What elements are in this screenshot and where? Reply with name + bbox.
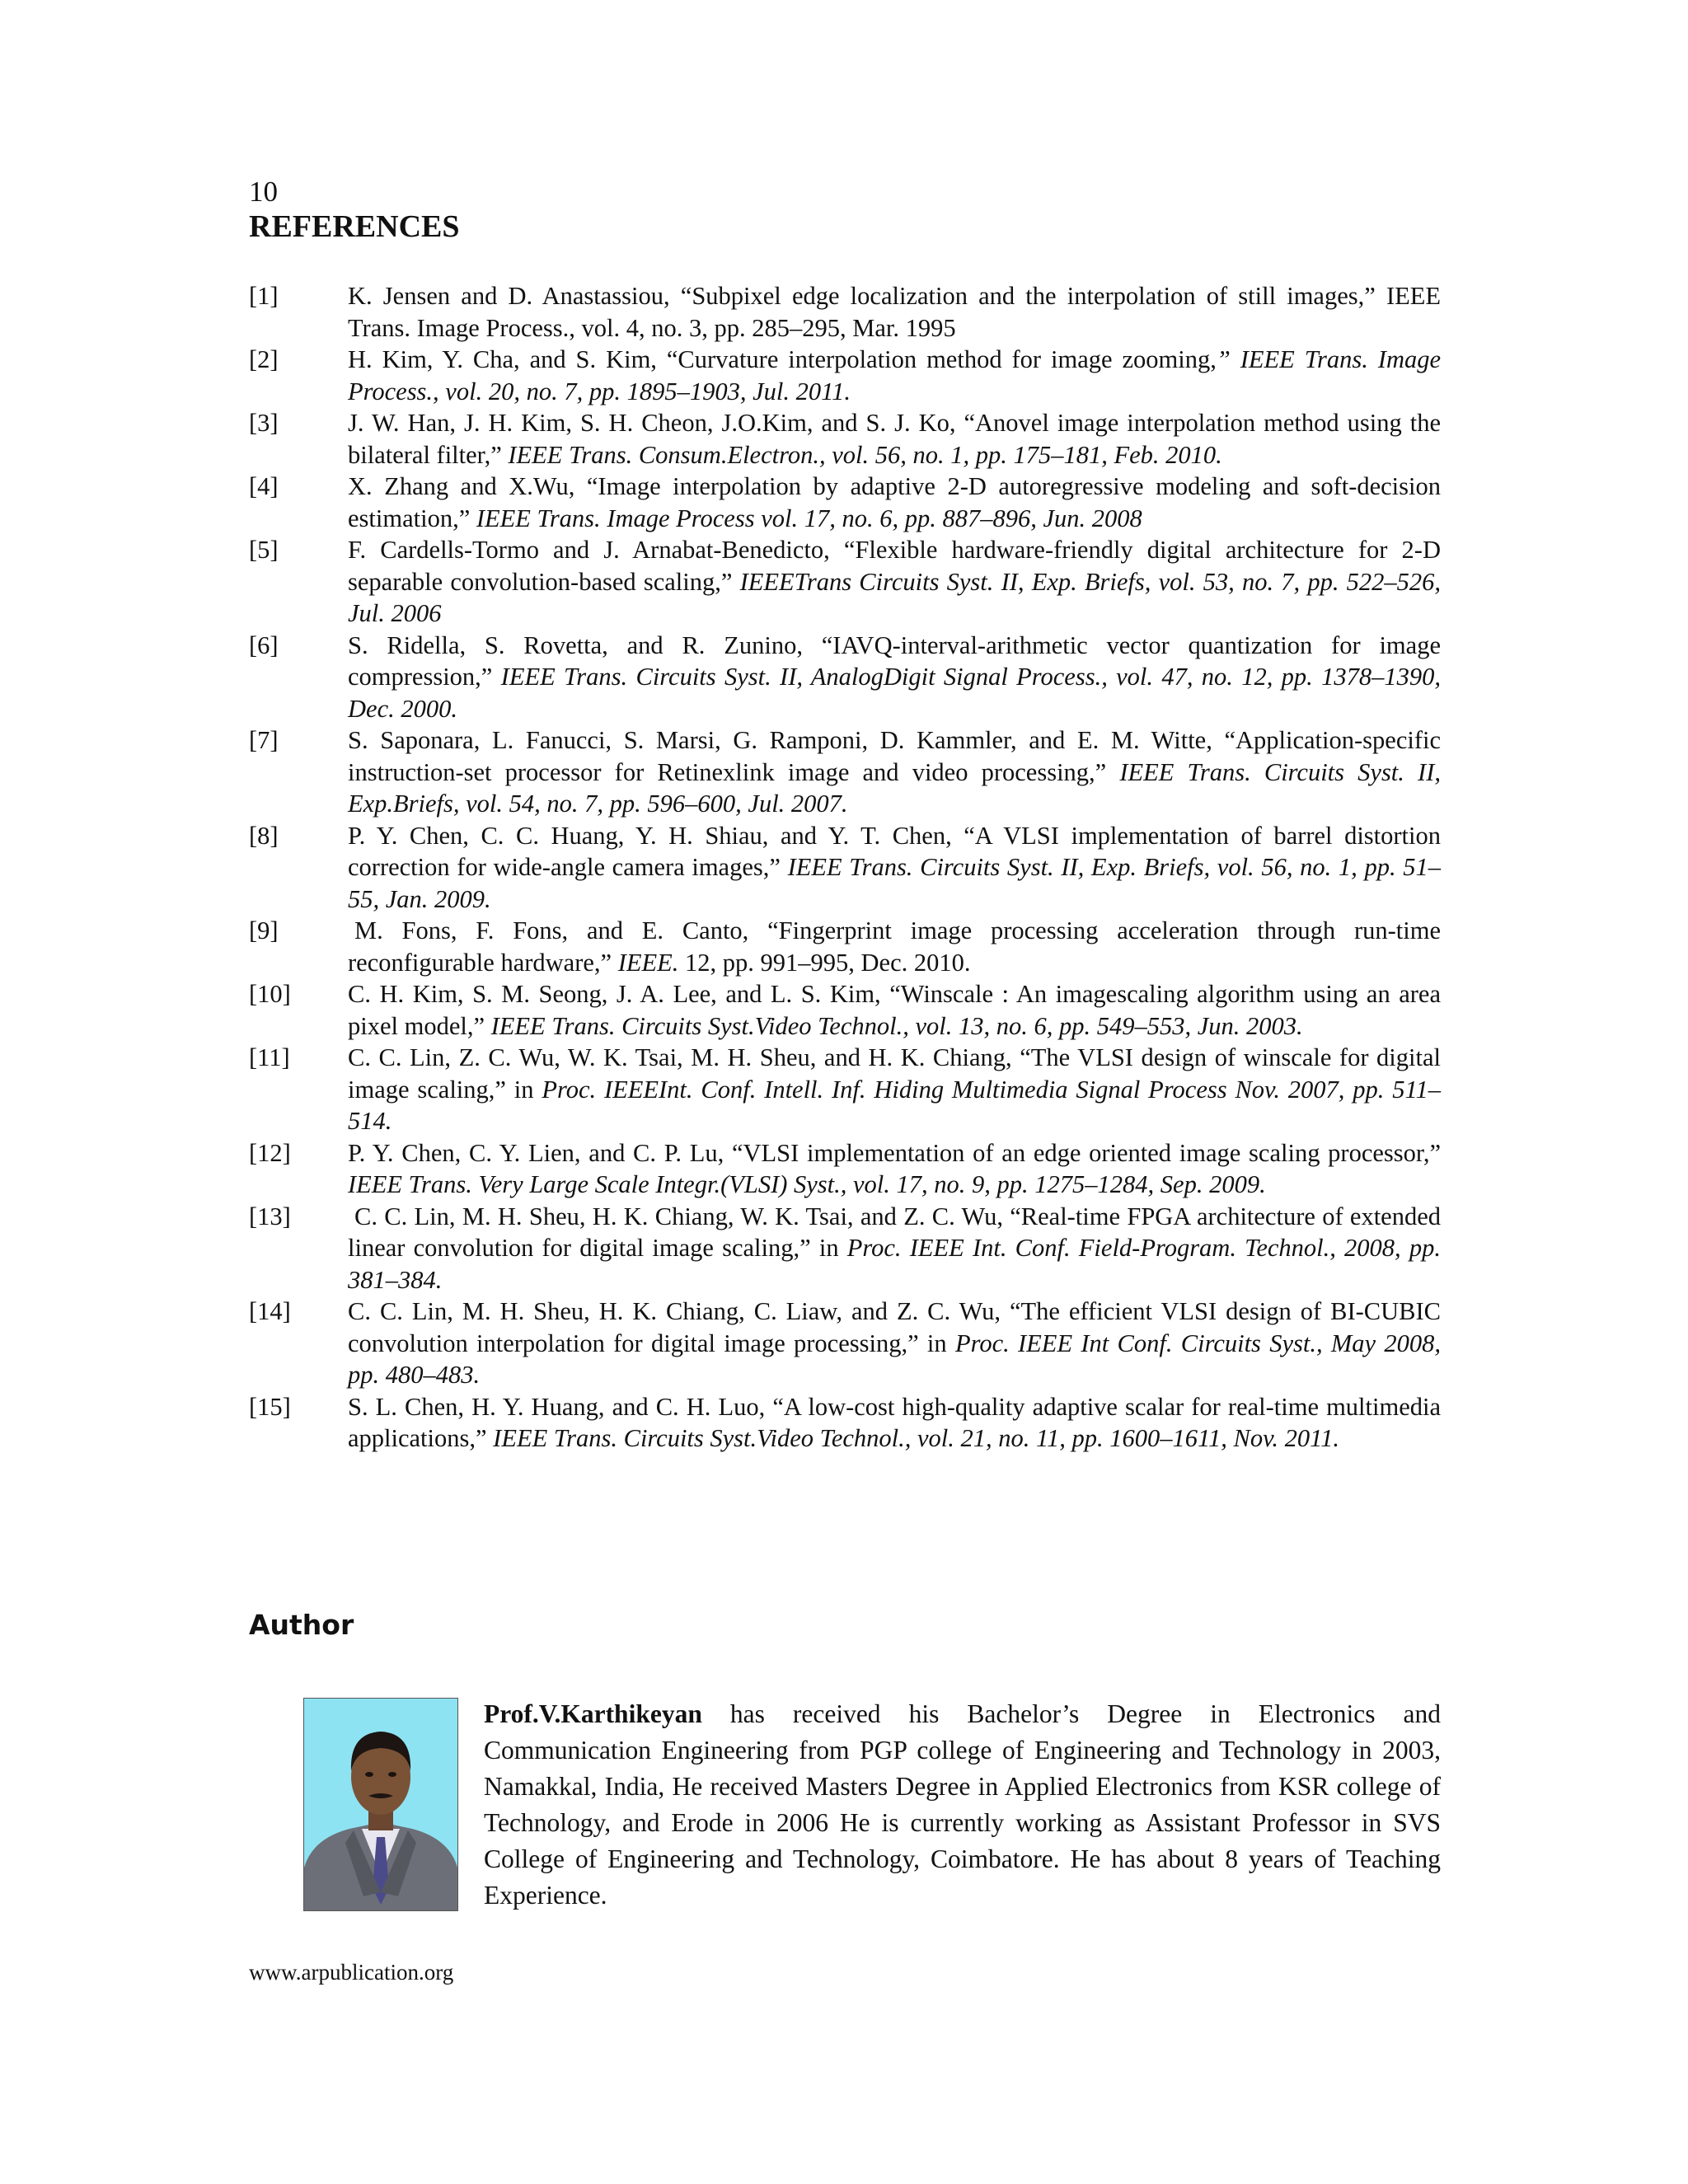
reference-text xyxy=(348,724,1441,820)
reference-venue: IEEE Trans. Circuits Syst. II, Exp. Briefs, vol. 56, no. 1, pp. 51–55, Jan. 2009. xyxy=(348,853,1441,913)
reference-authors-title: H. Kim, Y. Cha, and S. Kim, “Curvature interpolation method for image zooming, xyxy=(348,345,1217,373)
reference-authors-title: S. L. Chen, H. Y. Huang, and C. H. Luo, “A low-cost high-quality adaptive scalar for real-time multimedia applications,” xyxy=(348,1392,1441,1452)
author-photo xyxy=(303,1698,458,1911)
reference-number: [8] xyxy=(249,821,279,850)
reference-authors-title: M. Fons, F. Fons, and E. Canto, “Fingerprint image processing acceleration through run-time reconfigurable hardware,” xyxy=(348,916,1441,977)
reference-number: [10] xyxy=(249,980,291,1008)
reference-item xyxy=(249,1201,1441,1296)
reference-number: [4] xyxy=(249,472,279,500)
author-bio xyxy=(484,1696,1441,1914)
reference-item xyxy=(249,534,1441,630)
reference-venue: IEEE Trans. Very Large Scale Integr.(VLSI) Syst., vol. 17, no. 9, pp. 1275–1284, Sep. 2009. xyxy=(348,1170,1266,1198)
reference-number: [2] xyxy=(249,345,279,373)
reference-authors-title: C. C. Lin, M. H. Sheu, H. K. Chiang, C. Liaw, and Z. C. Wu, “The efficient VLSI design of BI-CUBIC convolution interpolation for digital image processing,” in xyxy=(348,1297,1441,1357)
reference-item xyxy=(249,630,1441,725)
author-heading: Author xyxy=(249,1609,354,1641)
reference-text xyxy=(348,280,1441,344)
reference-item xyxy=(249,280,1441,344)
reference-list xyxy=(249,280,1441,1455)
reference-authors-title: F. Cardells-Tormo and J. Arnabat-Benedicto, “Flexible hardware-friendly digital architecture for 2-D separable convolution-based scaling,” xyxy=(348,536,1441,596)
reference-text xyxy=(348,630,1441,725)
reference-item xyxy=(249,724,1441,820)
reference-number: [14] xyxy=(249,1297,291,1325)
author-bio-text: has received his Bachelor’s Degree in Electronics and Communication Engineering from PGP college of Engineering and Technology in 2003, Namakkal, India, He received Masters Degree in Applied Electronics from KSR college of Technology, and Erode in 2006 He is currently working as Assistant Professor in SVS College of Engineering and Technology, Coimbatore. He has about 8 years of Teaching Experience. xyxy=(484,1699,1441,1910)
reference-venue: Proc. IEEE Int Conf. Circuits Syst., May 2008, pp. 480–483. xyxy=(348,1329,1441,1389)
reference-text xyxy=(348,1296,1441,1391)
reference-number: [6] xyxy=(249,630,279,659)
reference-number: [7] xyxy=(249,726,279,754)
reference-text xyxy=(348,407,1441,471)
reference-number: [13] xyxy=(249,1202,291,1230)
reference-item xyxy=(249,344,1441,407)
reference-authors-title: C. C. Lin, Z. C. Wu, W. K. Tsai, M. H. Sheu, and H. K. Chiang, “The VLSI design of winscale for digital image scaling,” in xyxy=(348,1043,1441,1104)
reference-authors-title: K. Jensen and D. Anastassiou, “Subpixel edge localization and the interpolation of still images,” IEEE Trans. Image Process., vol. 4, no. 3, pp. 285–295, Mar. 1995 xyxy=(348,282,1441,342)
reference-authors-title: J. W. Han, J. H. Kim, S. H. Cheon, J.O.Kim, and S. J. Ko, “Anovel image interpolation method using the bilateral filter,” xyxy=(348,409,1441,469)
reference-venue: IEEE Trans. Circuits Syst. II, Exp.Briefs, vol. 54, no. 7, pp. 596–600, Jul. 2007. xyxy=(348,757,1441,818)
references-heading: REFERENCES xyxy=(249,209,460,244)
reference-item xyxy=(249,1042,1441,1137)
reference-number: [9] xyxy=(249,916,279,944)
footer-url: www.arpublication.org xyxy=(249,1960,454,1985)
reference-item xyxy=(249,978,1441,1042)
reference-venue: Proc. IEEEInt. Conf. Intell. Inf. Hiding Multimedia Signal Process Nov. 2007, pp. 511–514. xyxy=(348,1075,1441,1135)
reference-text xyxy=(348,1042,1441,1137)
reference-number: [1] xyxy=(249,282,279,310)
reference-venue: IEEE Trans. Circuits Syst.Video Technol., vol. 21, no. 11, pp. 1600–1611, Nov. 2011. xyxy=(493,1424,1339,1452)
reference-text xyxy=(348,1201,1441,1296)
reference-venue: IEEE Trans. Circuits Syst.Video Technol., vol. 13, no. 6, pp. 549–553, Jun. 2003. xyxy=(490,1011,1303,1040)
reference-text xyxy=(348,344,1441,407)
reference-text xyxy=(348,471,1441,534)
author-name: Prof.V.Karthikeyan xyxy=(484,1699,702,1728)
reference-item xyxy=(249,1296,1441,1391)
reference-text xyxy=(348,534,1441,630)
reference-item xyxy=(249,1137,1441,1201)
reference-authors-title: S. Saponara, L. Fanucci, S. Marsi, G. Ramponi, D. Kammler, and E. M. Witte, “Application-specific instruction-set processor for Retinexlink image and video processing,” xyxy=(348,726,1441,786)
reference-authors-title: S. Ridella, S. Rovetta, and R. Zunino, “IAVQ-interval-arithmetic vector quantization for image compression,” xyxy=(348,630,1441,691)
reference-number: [11] xyxy=(249,1043,290,1071)
reference-number: [5] xyxy=(249,536,279,564)
reference-venue: IEEE Trans. Circuits Syst. II, AnalogDigit Signal Process., vol. 47, no. 12, pp. 1378–1390, Dec. 2000. xyxy=(348,663,1441,723)
reference-venue: ” IEEE Trans. Image Process., vol. 20, no. 7, pp. 1895–1903, Jul. 2011. xyxy=(348,345,1442,405)
reference-authors-title: P. Y. Chen, C. Y. Lien, and C. P. Lu, “VLSI implementation of an edge oriented image scaling processor,” xyxy=(348,1138,1441,1167)
reference-item xyxy=(249,1391,1441,1455)
reference-item xyxy=(249,820,1441,916)
reference-text xyxy=(348,978,1441,1042)
page-number: 10 xyxy=(249,176,278,208)
reference-venue: IEEE Trans. Image Process vol. 17, no. 6, pp. 887–896, Jun. 2008 xyxy=(476,504,1142,532)
author-portrait-icon xyxy=(304,1699,457,1910)
reference-venue: IEEE. xyxy=(617,948,679,977)
reference-venue: IEEE Trans. Consum.Electron., vol. 56, no. 1, pp. 175–181, Feb. 2010. xyxy=(508,440,1222,469)
reference-authors-title: C. H. Kim, S. M. Seong, J. A. Lee, and L. S. Kim, “Winscale : An imagescaling algorithm using an area pixel model,” xyxy=(348,980,1441,1040)
reference-item xyxy=(249,407,1441,471)
reference-text xyxy=(348,915,1441,978)
reference-number: [12] xyxy=(249,1138,291,1167)
reference-number: [15] xyxy=(249,1392,291,1421)
reference-venue: Proc. IEEE Int. Conf. Field-Program. Technol., 2008, pp. 381–384. xyxy=(348,1234,1441,1294)
reference-text xyxy=(348,820,1441,916)
reference-venue: IEEETrans Circuits Syst. II, Exp. Briefs, vol. 53, no. 7, pp. 522–526, Jul. 2006 xyxy=(348,567,1441,627)
reference-text xyxy=(348,1391,1441,1455)
reference-text xyxy=(348,1137,1441,1201)
reference-number: [3] xyxy=(249,409,279,437)
reference-authors-title: X. Zhang and X.Wu, “Image interpolation by adaptive 2-D autoregressive modeling and soft-decision estimation,” xyxy=(348,472,1441,532)
reference-item xyxy=(249,471,1441,534)
reference-authors-title: P. Y. Chen, C. C. Huang, Y. H. Shiau, and Y. T. Chen, “A VLSI implementation of barrel distortion correction for wide-angle camera images,” xyxy=(348,821,1441,881)
reference-authors-title: C. C. Lin, M. H. Sheu, H. K. Chiang, W. K. Tsai, and Z. C. Wu, “Real-time FPGA architecture of extended linear convolution for digital image scaling,” in xyxy=(348,1202,1441,1262)
reference-pages: 12, pp. 991–995, Dec. 2010. xyxy=(678,948,971,977)
reference-item xyxy=(249,915,1441,978)
